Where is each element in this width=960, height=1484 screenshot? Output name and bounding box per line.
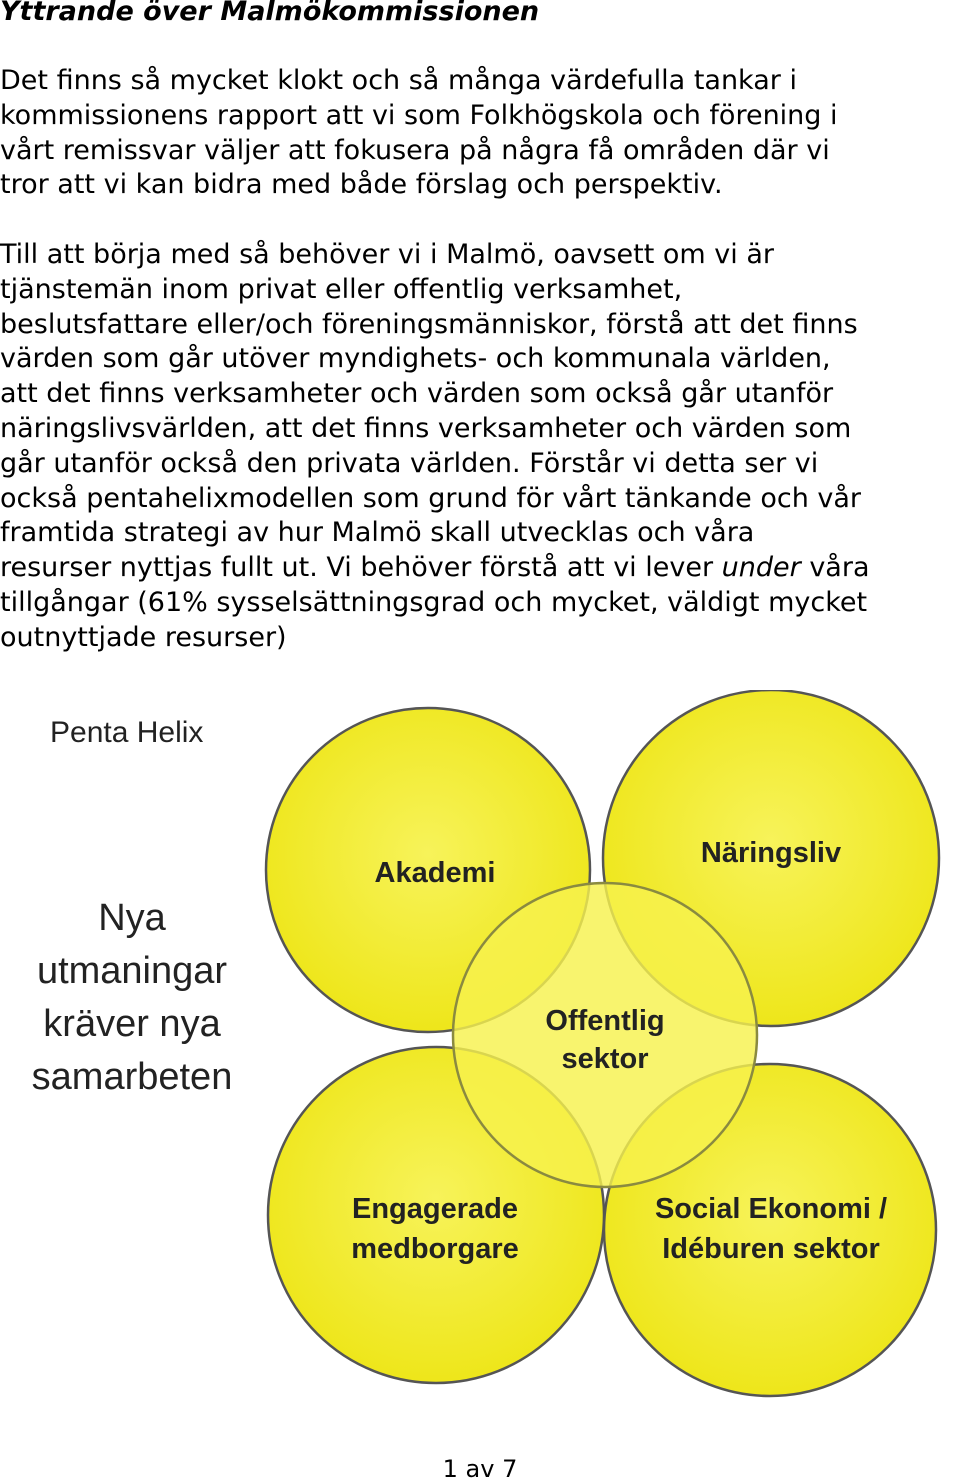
paragraph-line: värden som går utöver myndighets- och kommunala världen, — [0, 343, 831, 375]
paragraph-line: går utanför också den privata världen. Förstår vi detta ser vi — [0, 447, 819, 479]
paragraph-line: outnyttjade resurser) — [0, 621, 287, 653]
paragraph-line: näringslivsvärlden, att det finns verksamheter och värden som — [0, 412, 852, 444]
paragraph-line: tjänstemän inom privat eller offentlig verksamhet, — [0, 273, 683, 305]
paragraph-line: framtida strategi av hur Malmö skall utvecklas och våra — [0, 517, 755, 549]
circle-label: Offentlig — [545, 1005, 665, 1037]
circle-label: Social Ekonomi / — [654, 1193, 888, 1225]
paragraph-line: tillgångar (61% sysselsättningsgrad och mycket, väldigt mycket — [0, 586, 868, 618]
circle-label: Näringsliv — [700, 837, 842, 869]
page-number: 1 av 7 — [442, 1455, 518, 1483]
diagram-title: Penta Helix — [50, 716, 204, 749]
paragraph-intro — [0, 64, 960, 203]
text-run: våra — [800, 552, 870, 584]
side-text-line: utmaningar — [36, 950, 228, 992]
paragraph-body — [0, 238, 960, 656]
side-text-line: samarbeten — [31, 1056, 233, 1098]
paragraph-line: Till att börja med så behöver vi i Malmö, oavsett om vi är — [0, 239, 774, 270]
side-text-line: kräver nya — [43, 1003, 221, 1045]
paragraph-line: vårt remissvar väljer att fokusera på några få områden där vi — [0, 134, 830, 166]
penta-helix-diagram — [0, 690, 960, 1450]
paragraph-line: att det finns verksamheter och värden som också går utanför — [0, 378, 834, 410]
side-text-line: Nya — [98, 897, 166, 939]
paragraph-line: kommissionens rapport att vi som Folkhögskola och förening i — [0, 99, 838, 131]
paragraph-line: beslutsfattare eller/och föreningsmänniskor, förstå att det finns — [0, 308, 858, 340]
text-run: resurser nyttjas fullt ut. Vi behöver förstå att vi lever — [0, 552, 722, 584]
emphasis-text: under — [721, 552, 801, 584]
paragraph-line: också pentahelixmodellen som grund för vårt tänkande och vår — [0, 482, 862, 514]
document-heading: Yttrande över Malmökommissionen — [0, 0, 540, 27]
circle-label: sektor — [561, 1043, 649, 1075]
circle-label: Idéburen sektor — [662, 1233, 880, 1265]
paragraph-line-emphasis — [0, 551, 960, 586]
paragraph-line: Det finns så mycket klokt och så många värdefulla tankar i — [0, 65, 797, 96]
circle-label: medborgare — [351, 1233, 519, 1265]
circle-label: Engagerade — [352, 1193, 518, 1225]
paragraph-line: tror att vi kan bidra med både förslag och perspektiv. — [0, 169, 723, 201]
circle-label: Akademi — [374, 857, 496, 889]
